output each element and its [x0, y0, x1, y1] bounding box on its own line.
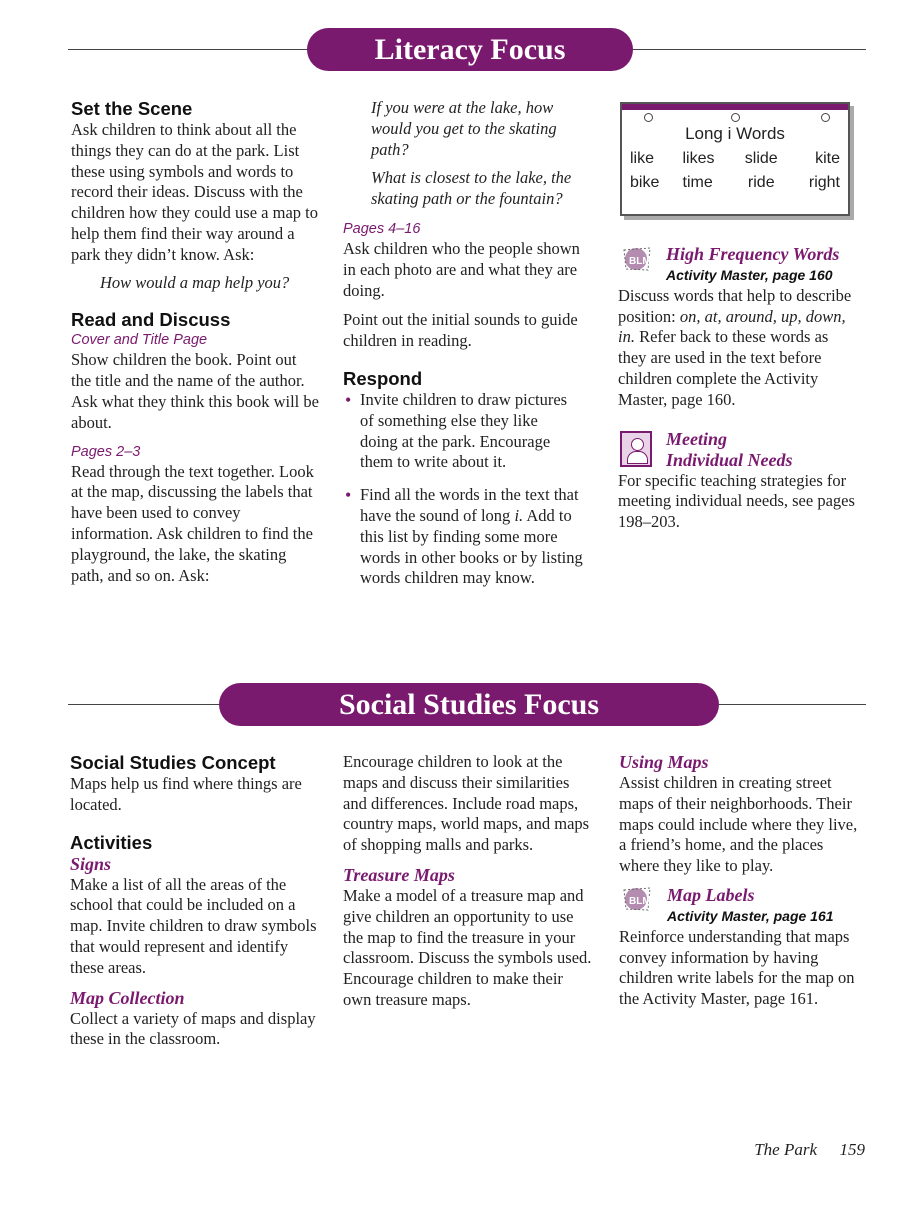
long-i-words-card	[620, 102, 850, 216]
question-skating-path: If you were at the lake, how would you get to the skating path?	[371, 98, 557, 159]
using-maps-subheading: Using Maps	[619, 752, 709, 772]
meeting-text: For specific teaching strategies for meeting individual needs, see pages 198–203.	[618, 470, 855, 532]
hfw-text: Discuss words that help to describe position: on, at, around, up, down, in. Refer back to these words as they are used in the text before children complete the Activity Master, page 160.	[618, 285, 852, 409]
social-column-3	[619, 752, 865, 1010]
word-item: slide	[744, 150, 778, 167]
respond-list	[343, 390, 595, 589]
social-column-1	[70, 752, 320, 1050]
long-i-words-title: Long i Words	[685, 124, 785, 143]
social-concept-heading: Social Studies Concept	[70, 752, 276, 773]
literacy-column-2	[343, 98, 595, 589]
word-item: right	[808, 174, 840, 191]
literacy-column-1	[71, 98, 319, 586]
cover-title-subheading: Cover and Title Page	[71, 332, 208, 349]
social-studies-banner: Social Studies Focus	[219, 683, 719, 726]
using-maps-text: Assist children in creating street maps of their neighborhoods. Their maps could include where they live, a friend’s home, and the places where they like to play.	[619, 773, 858, 876]
signs-subheading: Signs	[70, 853, 112, 874]
set-scene-question: How would a map help you?	[100, 272, 290, 292]
word-item: time	[682, 174, 713, 191]
map-labels-activity-master: Activity Master, page 161	[667, 907, 834, 924]
map-collection-subheading: Map Collection	[70, 987, 185, 1008]
respond-bullet-2: • Find all the words in the text that have the sound of long i. Add to this list by finding some more words in other books or by listing words children may know.	[343, 485, 595, 589]
treasure-maps-subheading: Treasure Maps	[343, 864, 455, 885]
pages-2-3-subheading: Pages 2–3	[71, 443, 141, 460]
word-item: bike	[630, 174, 660, 191]
hfw-title: High Frequency Words	[666, 244, 840, 264]
meeting-title-line-2: Individual Needs	[666, 449, 793, 470]
card-hole-icon	[644, 113, 653, 122]
footer-page-number: 159	[839, 1140, 865, 1159]
footer-book-title: The Park	[754, 1140, 817, 1159]
map-labels-title: Map Labels	[667, 884, 755, 905]
card-hole-icon	[821, 113, 830, 122]
respond-bullet-1: • Invite children to draw pictures of something else they like doing at the park. Encourage them to write about it.	[343, 390, 595, 473]
word-item: kite	[815, 150, 840, 167]
map-labels-text: Reinforce understanding that maps convey information by having children write labels for the map on the Activity Master, page 161.	[619, 926, 855, 1009]
pages-2-3-text: Read through the text together. Look at the map, discussing the labels that have been used to convey information. Ask children to find the playground, the lake, the skating path, and so on. Ask:	[71, 461, 314, 585]
pages-4-16-text-2: Point out the initial sounds to guide children in reading.	[343, 310, 578, 351]
pages-4-16-subheading: Pages 4–16	[343, 220, 421, 237]
literacy-rule-left	[68, 49, 308, 50]
respond-heading: Respond	[343, 367, 423, 389]
treasure-maps-text: Make a model of a treasure map and give children an opportunity to use the map to find the treasure in your classroom. Discuss the symbols used. Encourage children to make their own treasure maps.	[343, 885, 592, 1009]
svg-text:BLM: BLM	[629, 896, 651, 907]
pages-4-16-text: Ask children who the people shown in each photo are and what they are doing.	[343, 238, 580, 300]
read-discuss-heading: Read and Discuss	[71, 309, 231, 331]
svg-text:BLM: BLM	[629, 256, 651, 267]
page-footer	[754, 1140, 865, 1160]
word-item: likes	[682, 150, 715, 167]
long-i-words-grid	[630, 150, 840, 192]
card-top-bar	[622, 104, 848, 110]
activities-heading: Activities	[70, 831, 153, 853]
meeting-title-line-1: Meeting	[666, 428, 727, 449]
literacy-column-3	[618, 244, 858, 533]
signs-text: Make a list of all the areas of the school that could be included on a map. Invite children to draw symbols that would represent and identify these areas.	[70, 874, 317, 977]
social-column-2	[343, 752, 595, 1011]
encourage-maps-text: Encourage children to look at the maps and discuss their similarities and differences. Include road maps, country maps, world maps, and maps of shopping malls and parks.	[343, 752, 590, 855]
literacy-banner: Literacy Focus	[307, 28, 633, 71]
hfw-activity-master: Activity Master, page 160	[666, 267, 833, 283]
set-scene-text: Ask children to think about all the things they can do at the park. List these using symbols and words to record their ideas. Discuss with the children how they could use a map to help them find their way around a park they didn’t know. Ask:	[71, 120, 318, 264]
literacy-rule-right	[632, 49, 866, 50]
social-rule-left	[68, 704, 220, 705]
set-scene-heading: Set the Scene	[71, 98, 193, 119]
cover-title-text: Show children the book. Point out the title and the name of the author. Ask what they think this book will be about.	[71, 350, 319, 432]
word-item: ride	[747, 174, 775, 191]
question-closest-lake: What is closest to the lake, the skating path or the fountain?	[371, 168, 572, 209]
social-concept-text: Maps help us find where things are located.	[70, 774, 302, 814]
card-hole-icon	[731, 113, 740, 122]
word-item: like	[630, 150, 655, 167]
social-rule-right	[718, 704, 866, 705]
meeting-needs-icon	[620, 431, 652, 467]
map-collection-text: Collect a variety of maps and display these in the classroom.	[70, 1008, 316, 1049]
